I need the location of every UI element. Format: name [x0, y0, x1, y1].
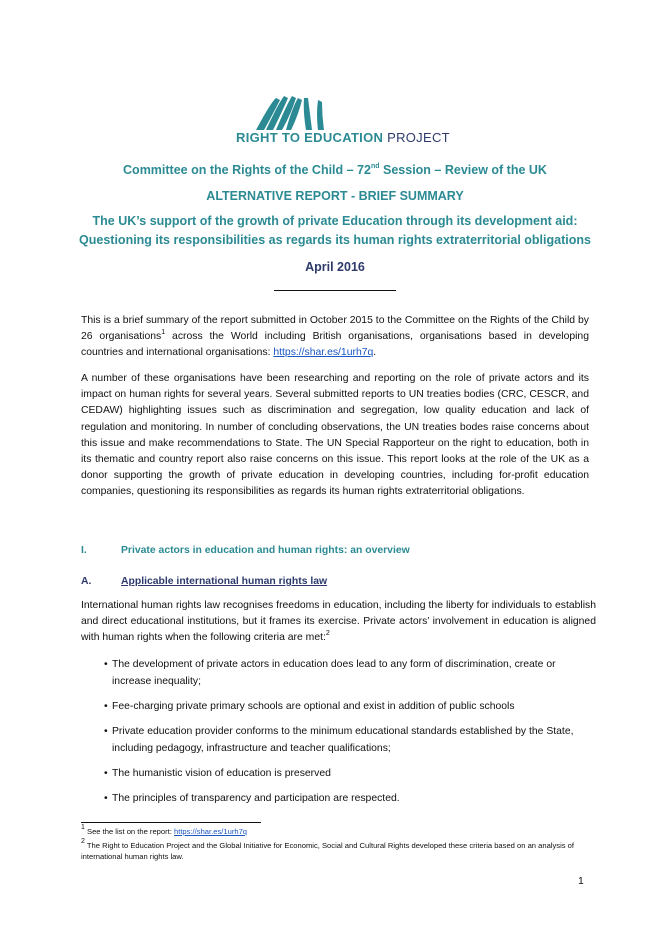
date-underline [274, 290, 396, 291]
logo [236, 92, 450, 152]
book-rays-icon [236, 92, 446, 132]
list-item: • The development of private actors in education does lead to any form of discrimination, create or increase inequality; [104, 659, 556, 687]
intro-paragraph-1: This is a brief summary of the report submitted in October 2015 to the Committee on the Rights of the Child by 26 organisations$^1$ across the World including British organisations, organisations based in developing countries and international organisations: https://shar.es/1urh7q. [81, 315, 589, 359]
list-item: • Fee-charging private primary schools are optional and exist in addition of public schools [104, 701, 515, 712]
report-link[interactable]: https://shar.es/1urh7q [273, 347, 374, 359]
logo-name-main: RIGHT TO EDUCATION [236, 130, 384, 145]
criteria-intro-paragraph: International human rights law recognises freedoms in education, including the liberty for individuals to establish and direct educational institutions, but it frames its exercise. Private actors’ involvement in education is aligned with human rights when the following criteria are met:$^2$ [81, 600, 596, 644]
report-subtitle-line2: Questioning its responsibilities as regards its human rights extraterritorial obligations [79, 233, 591, 247]
footnote-2: $^2$ The Right to Education Project and the Global Initiative for Economic, Social and Cultural Rights developed these criteria based on an analysis of international human rights law. [81, 838, 574, 862]
footnote-link[interactable]: https://shar.es/1urh7q [173, 827, 248, 836]
section-title: Private actors in education and human rights: an overview [121, 545, 410, 556]
logo-name-suffix: PROJECT [383, 130, 450, 145]
list-item: • The principles of transparency and participation are respected. [104, 793, 400, 804]
footnote-separator [81, 822, 261, 823]
subsection-letter: A. [81, 576, 92, 587]
report-date: April 2016 [305, 260, 365, 274]
report-subtitle-line1: The UK’s support of the growth of private Education through its development aid: [92, 214, 578, 228]
section-number: I. [81, 545, 87, 556]
list-item: • Private education provider conforms to the minimum educational standards established by the State, including pedagogy, infrastructure and teacher qualifications; [104, 726, 574, 754]
report-type: ALTERNATIVE REPORT - BRIEF SUMMARY [206, 189, 464, 203]
page-number: 1 [578, 876, 584, 887]
subsection-title: Applicable international human rights law [121, 576, 328, 587]
report-title: Committee on the Rights of the Child – 72nd Session – Review of the UK [123, 162, 547, 177]
list-item: • The humanistic vision of education is preserved [104, 768, 331, 779]
logo-wordmark [236, 130, 450, 145]
footnote-1: $^1$ See the list on the report: https://shar.es/1urh7q [81, 824, 248, 836]
intro-paragraph-2: A number of these organisations have been researching and reporting on the role of private actors and its impact on human rights for several years. Several submitted reports to UN treaties bodies (CRC, CESCR, and CEDAW) highlighting issues such as discrimination and segregation, low quality education and lack of regulation and monitoring. In number of concluding observations, the UN treaties bodes raise concerns about this issue and make recommendations to State. The UN Special Rapporteur on the right to education, both in its thematic and country report also raise concerns on this issue. This report looks at the role of the UK as a donor supporting the growth of private education in developing countries, including for-profit education companies, questioning its responsibilities as regards its human rights extraterritorial obligations. [81, 373, 589, 498]
